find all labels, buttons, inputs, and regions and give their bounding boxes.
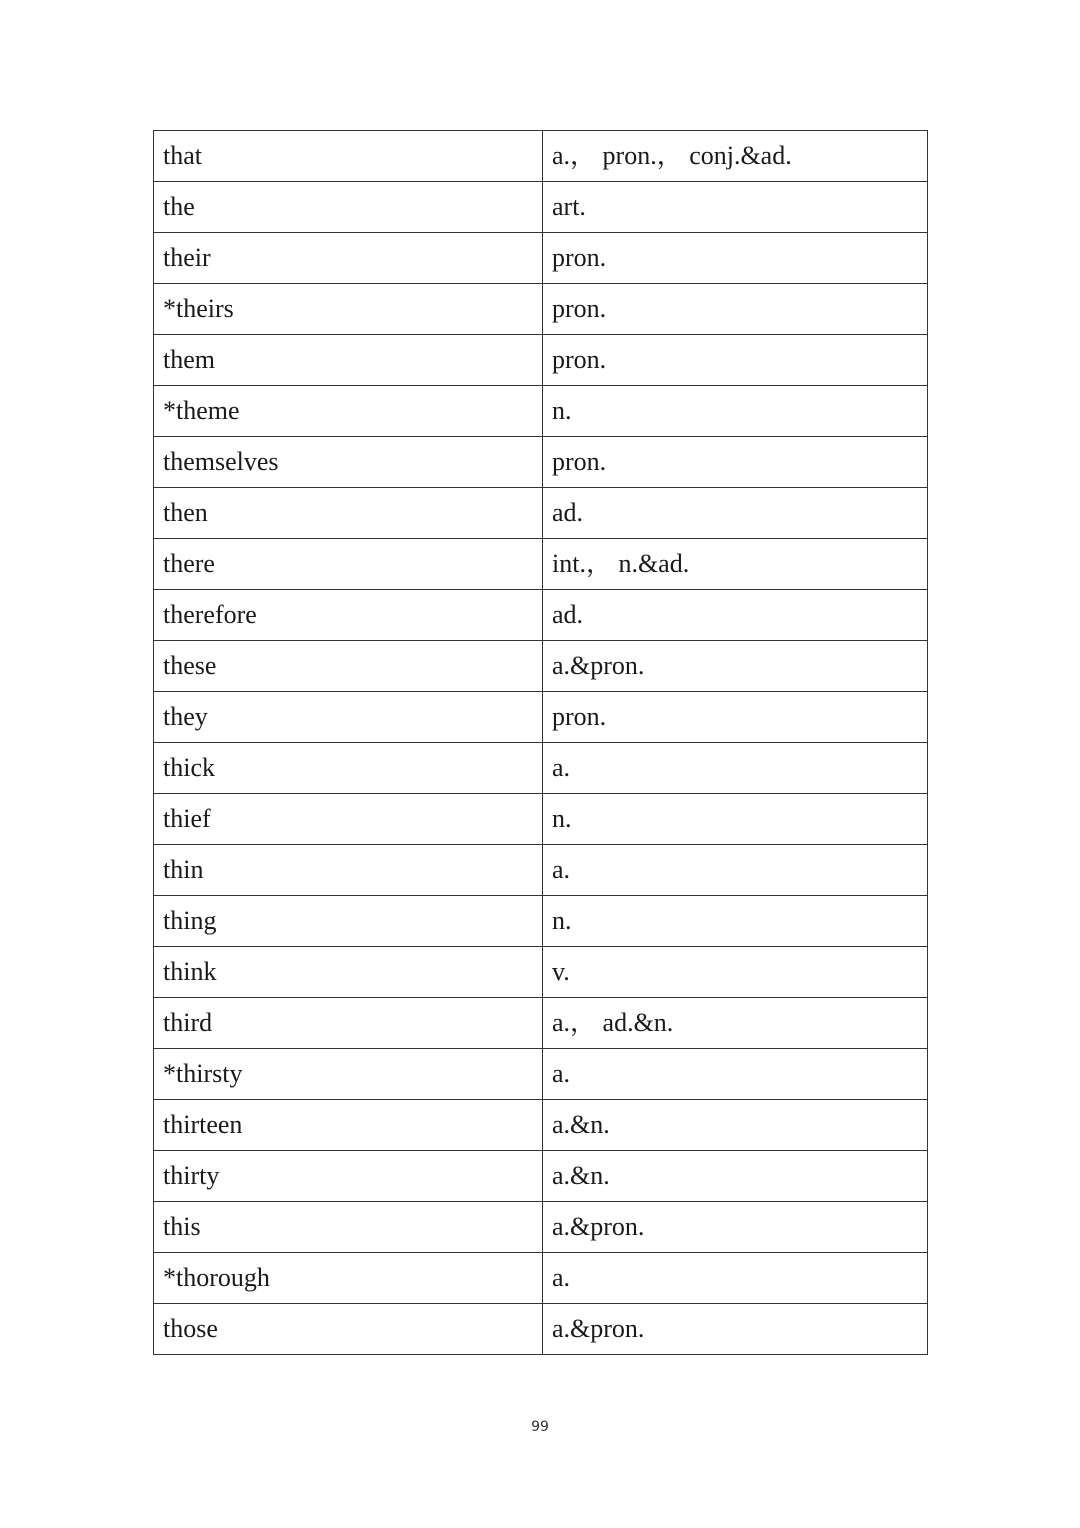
table-row [154, 743, 928, 794]
vocabulary-table [153, 130, 928, 1355]
word-cell: them [154, 335, 543, 386]
part-of-speech-cell: art. [543, 182, 928, 233]
table-row [154, 284, 928, 335]
part-of-speech-cell: pron. [543, 335, 928, 386]
part-of-speech-cell: a. [543, 1049, 928, 1100]
part-of-speech-cell: pron. [543, 284, 928, 335]
part-of-speech-cell: a. [543, 743, 928, 794]
word-cell: think [154, 947, 543, 998]
part-of-speech-cell: pron. [543, 692, 928, 743]
table-row [154, 1304, 928, 1355]
word-cell: thin [154, 845, 543, 896]
part-of-speech-cell: a.&pron. [543, 1304, 928, 1355]
word-cell: third [154, 998, 543, 1049]
word-cell: thirteen [154, 1100, 543, 1151]
part-of-speech-cell: pron. [543, 437, 928, 488]
table-row [154, 437, 928, 488]
word-cell: thirty [154, 1151, 543, 1202]
part-of-speech-cell: n. [543, 896, 928, 947]
part-of-speech-cell: n. [543, 794, 928, 845]
word-cell: there [154, 539, 543, 590]
part-of-speech-cell: a. [543, 1253, 928, 1304]
word-cell: that [154, 131, 543, 182]
table-row [154, 488, 928, 539]
word-cell: this [154, 1202, 543, 1253]
word-cell: their [154, 233, 543, 284]
table-row [154, 1049, 928, 1100]
word-cell: thing [154, 896, 543, 947]
table-row [154, 845, 928, 896]
table-row [154, 998, 928, 1049]
table-row [154, 794, 928, 845]
word-cell: themselves [154, 437, 543, 488]
part-of-speech-cell: pron. [543, 233, 928, 284]
word-cell: *theirs [154, 284, 543, 335]
part-of-speech-cell: int.， n.&ad. [543, 539, 928, 590]
page-number: 99 [531, 1419, 549, 1435]
word-cell: *thorough [154, 1253, 543, 1304]
table-row [154, 692, 928, 743]
table-row [154, 641, 928, 692]
part-of-speech-cell: a.， pron.， conj.&ad. [543, 131, 928, 182]
word-cell: then [154, 488, 543, 539]
table-row [154, 1151, 928, 1202]
table-row [154, 386, 928, 437]
word-cell: those [154, 1304, 543, 1355]
part-of-speech-cell: a.&n. [543, 1100, 928, 1151]
part-of-speech-cell: ad. [543, 488, 928, 539]
part-of-speech-cell: a.&pron. [543, 641, 928, 692]
table-row [154, 1253, 928, 1304]
word-cell: thief [154, 794, 543, 845]
table-row [154, 590, 928, 641]
part-of-speech-cell: ad. [543, 590, 928, 641]
word-cell: thick [154, 743, 543, 794]
table-row [154, 947, 928, 998]
part-of-speech-cell: n. [543, 386, 928, 437]
table-row [154, 539, 928, 590]
word-cell: *theme [154, 386, 543, 437]
table-row [154, 1100, 928, 1151]
word-cell: the [154, 182, 543, 233]
part-of-speech-cell: v. [543, 947, 928, 998]
part-of-speech-cell: a.&pron. [543, 1202, 928, 1253]
word-cell: they [154, 692, 543, 743]
table-row [154, 131, 928, 182]
table-row [154, 1202, 928, 1253]
word-cell: therefore [154, 590, 543, 641]
table-row [154, 182, 928, 233]
table-row [154, 233, 928, 284]
vocabulary-table-body [154, 131, 928, 1355]
word-cell: these [154, 641, 543, 692]
table-row [154, 896, 928, 947]
part-of-speech-cell: a.， ad.&n. [543, 998, 928, 1049]
part-of-speech-cell: a.&n. [543, 1151, 928, 1202]
table-row [154, 335, 928, 386]
part-of-speech-cell: a. [543, 845, 928, 896]
word-cell: *thirsty [154, 1049, 543, 1100]
